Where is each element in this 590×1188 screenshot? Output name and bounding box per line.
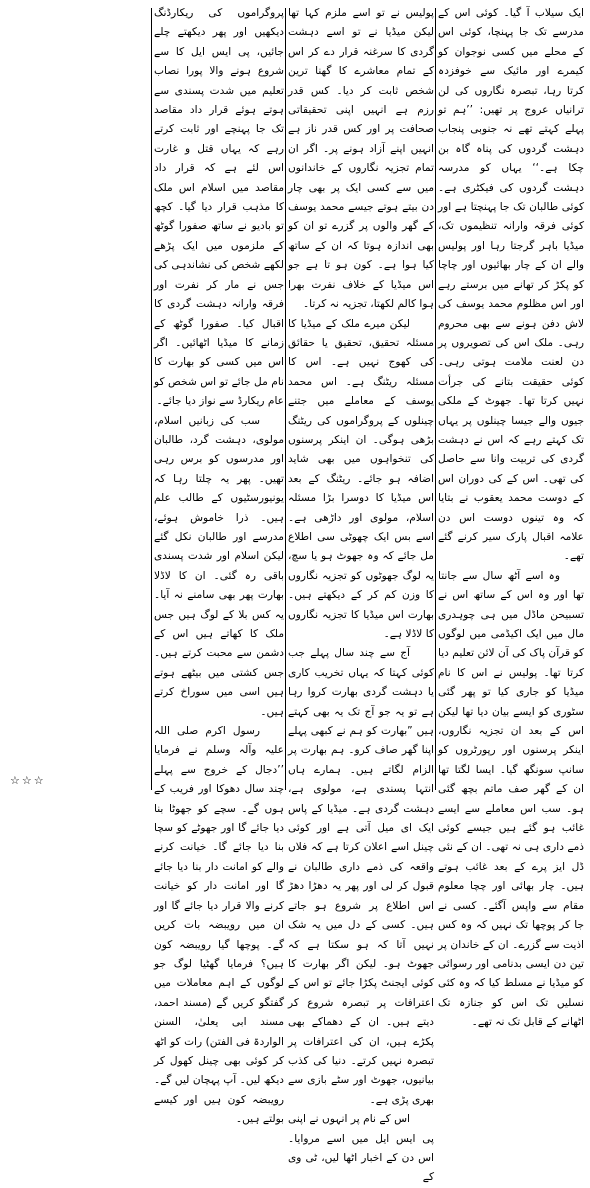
column-divider xyxy=(285,8,286,790)
column-1-paragraph-1: ایک سیلاب آ گیا۔ کوئی اس کے مدرسے تک جا پہنچا، کوئی اس کے محلے میں کسی نوجوان کو کیمرے اور مائیک سے خوفزدہ کرتا رہا، تبصرہ نگاروں کی لن ترانیاں عروج پر تھیں: ’’ہم تو پہلے کہتے تھے نہ جنوبی پنجاب دہشت گردوں کی پناہ گاہ بن چکا ہے۔‘‘ یہاں کو مدرسہ دہشت گردوں کی فیکٹری ہے۔ کوئی طالبان تک جا پہنچتا ہے اور کوئی فرقہ وارانہ تنظیموں تک، میڈیا باہر گرجتا رہا اور پولیس والے ان کے چار بھائیوں اور چاچا کو پکڑ کر تھانے میں برستے رہے اور اس مظلوم محمد یوسف کی لاش دفن ہونے سے بھی محروم رہی۔ ملک اس کی تصویروں پر دن لعنت ملامت ہوتی رہی۔ کوئی حقیقت بتانے کی جرأت نہیں کرتا تھا۔ جھوٹ کے ملکی جیوں والے جیسا چینلوں پر یہاں تک کہتے رہے کہ اس نے دہشت گردی کی تربیت وانا سے حاصل کی تھی۔ اس کے کی دوران اس کے دوست محمد یعقوب نے بتایا کہ وہ تینوں دوست اس دن علامہ اقبال پارک سیر کرنے گئے تھے۔ xyxy=(438,7,584,563)
column-1-paragraph-2: وہ اسے آٹھ سال سے جانتا تھا اور وہ اس کے ساتھ اس نے تسبیحن ماڈل میں ہی چوہدری مال میں ایک اکیڈمی میں لوگوں کو قرآن پاک کی آن لائن تعلیم دیا کرتا تھا۔ پولیس نے اس کا نام میڈیا کو جاری کیا تو پھر گئی سٹوری کو ایسے بیان دیا تھا لیکن اس کے بعد ان تجزیہ نگاروں، اینکر پرسنوں اور رپورٹروں کو سانپ سونگھ گیا۔ ایسا لگتا تھا ان کے گھر صف ماتم بچھ گئی ہو۔ سب اس معاملے سے ایسے غائب ہو گئے ہیں جیسے کوئی ذمے داری ہی نہ تھی۔ ان کے نئی ڈل ایز پرے کے بعد غائب ہوتے ہیں۔ چار بھائی اور چچا معلوم مقام سے واپس آگئے۔ کسی نے جا کر پوچھا تک نہیں کہ وہ کس اذیت سے گزرے۔ ان کے خاندان پر تین دن ایسی بدنامی اور رسوائی کو میڈیا نے مسلط کیا کہ وہ کئی نسلیں تک اس کو جنازہ تک اٹھانے کے قابل تک نہ تھے۔ xyxy=(438,569,584,1029)
end-stars: ☆☆☆ xyxy=(10,774,46,787)
column-3-paragraph-2: سب کی زبانیں اسلام، مولوی، دہشت گرد، طالبان اور مدرسوں کو برس رہی تھیں۔ پھر یہ چلتا رہا کہ یونیورسٹیوں کے طالب علم ہیں۔ ذرا خاموش ہوئے، مدرسے اور طالبان نکل گئے لیکن اسلام اور شدت پسندی باقی رہ گئی۔ ان کا لاڈلا بھارت پھر بھی سامنے نہ آیا۔ یہ کس بلا کے لوگ ہیں جس ملک کا کھاتے ہیں اس کے دشمن سے محبت کرتے ہیں۔ جس کشتی میں بیٹھے ہوتے ہیں اسی میں سوراخ کرتے ہیں۔ xyxy=(154,414,284,718)
column-divider xyxy=(151,8,152,790)
column-4 xyxy=(6,4,150,794)
column-2-paragraph-4: اس کے نام پر انہوں نے اپنی پی ایس ایل میں اسے مروایا۔ اس دن کے اخبار اٹھا لیں، ٹی وی کے xyxy=(288,1113,434,1184)
column-2 xyxy=(288,4,434,1184)
column-divider xyxy=(435,8,436,790)
column-2-paragraph-3: آج سے چند سال پہلے جب کوئی کہتا کہ یہاں تخریب کاری یا دہشت گردی بھارت کروا رہا ہے تو یہ جو آج تک یہ بھی کہتے ہیں ”بھارت کو ہم نے کبھی پہلے اپنا گھر صاف کرو۔ ہم بھارت پر الزام لگاتے ہیں۔ ہمارے ہاں انتہا پسندی ہے، مولوی ہے، دہشت گردی ہے۔ میڈیا کے پاس ایک ای میل آتی ہے اور کوئی چینل اسے اعلان کرتا ہے کہ فلاں واقعہ کی ذمے داری طالبان نے قبول کر لی اور پھر یہ دھڑا دھڑ اس اطلاع پر شروع ہو جاتے ہیں۔ کسی کے دل میں یہ شک نہیں آتا کہ ہو سکتا ہے کہ جھوٹ ہو۔ لیکن اگر بھارت کا کوئی ایجنٹ پکڑا جائے تو اس کے اعترافات پر تبصرہ شروع کر دیتے ہیں۔ ان کے دھماکے بھی پکڑے ہیں، ان کی اعترافات پر تبصرہ نہیں کرتے۔ دنیا کی کذب بیانیوں، جھوٹ اور سٹے بازی سے بھری پڑی ہے۔ xyxy=(288,647,434,1106)
column-3-paragraph-3: رسول اکرم صلی اللہ علیہ وآلہ وسلم نے فرمایا ’’دجال کے خروج سے پہلے چند سال دھوکا اور فریب کے ہوں گے۔ سچے کو جھوٹا بنا دیا جائے گا اور جھوٹے کو سچا بنا دیا جائے گا۔ خیانت کرنے والے کو امانت دار بنا دیا جائے گا اور امانت دار کو خیانت کرنے والا قرار دیا جائے گا اور ان میں رویبضہ بات کریں گے۔ پوچھا گیا رویبضہ کون ہیں؟ فرمایا گھٹیا لوگ جو لوگوں کے اہم معاملات میں گفتگو کریں گے (مسند احمد، مسند ابی یعلیٰ، السنن الواردۃ فی الفتن) رات کو اٹھ کر کوئی بھی چینل کھول کر دیکھ لیں۔ آپ پہچان لیں گے۔ رویبضہ کون ہیں اور کیسے بولتے ہیں۔ xyxy=(154,725,284,1126)
column-2-paragraph-1: پولیس نے تو اسے ملزم کہا تھا لیکن میڈیا نے تو اسے دہشت گردی کا سرغنہ قرار دے کر اس کے تمام معاشرے کا گھنا ترین شخص ثابت کر دیا۔ کس قدر رزم ہے انہیں اپنی تحقیقاتی صحافت پر اور کس قدر ناز ہے انہیں اپنے آزاد ہونے پر۔ اگر ان تمام تجزیہ نگاروں کے خاندانوں میں سے کسی ایک پر بھی چار دن بیتے ہوتے جیسے محمد یوسف کے گھر والوں پر گزرے تو ان کو بھی اندازہ ہوتا کہ ان کے ساتھ کیا ہوا ہے۔ کون ہو تا ہے جو اس میڈیا کے خلاف نفرت بھرا ہوا کالم لکھتا، تجزیہ نہ کرتا۔ xyxy=(288,7,434,311)
column-2-paragraph-2: لیکن میرے ملک کے میڈیا کا مسئلہ تحقیق، تحقیق یا حقائق کی کھوج نہیں ہے۔ اس کا مسئلہ ریٹنگ ہے۔ اس محمد یوسف کے معاملے میں جتنے چینلوں کے پروگراموں کی ریٹنگ بڑھی ہوگی۔ ان اینکر پرسنوں کی تنخواہوں میں بھی شاید اضافہ ہو جائے۔ ریٹنگ کے بعد اس میڈیا کا دوسرا بڑا مسئلہ اسلام، مولوی اور داڑھی ہے۔ اسے بس ایک چھوٹی سی اطلاع مل جائے کہ وہ جھوٹ ہو یا سچ، یہ لوگ جھوٹوں کو تجزیہ نگاروں کا وزن کم کر کے دیکھتے ہیں۔ بھارت اس میڈیا کا تجزیہ نگاروں کا لاڈلا ہے۔ xyxy=(288,317,434,640)
column-3 xyxy=(154,4,284,1126)
column-3-paragraph-1: پروگراموں کی ریکارڈنگ دیکھیں اور پھر دیکھتے چلے جائیں، پی ایس ایل کا سے شروع ہونے والا پورا نصاب تعلیم میں شدت پسندی سے ہوتے ہوئے قرار داد مقاصد تک جا پہنچے اور ثابت کرتے رہے کہ یہاں قتل و غارت اس لئے ہے کہ قرار داد مقاصد میں اسلام اس ملک کا مذہب قرار دیا گیا۔ کچھ تو بادیو نے ساتھ صفورا گوٹھ کے ملزموں میں ایک پڑھے لکھے شخص کی نشاندہی کی جس نے مار کر نفرت اور فرقہ وارانہ دہشت گردی کا اقبال کیا۔ صفورا گوٹھ کے زمانے کا میڈیا اٹھائیں۔ اگر اس میں کسی کو بھارت کا نام مل جائے تو اس شخص کو عام ریکارڈ سے نواز دیا جائے۔ xyxy=(154,7,284,408)
column-1 xyxy=(438,4,584,1029)
newspaper-page xyxy=(6,4,584,1184)
